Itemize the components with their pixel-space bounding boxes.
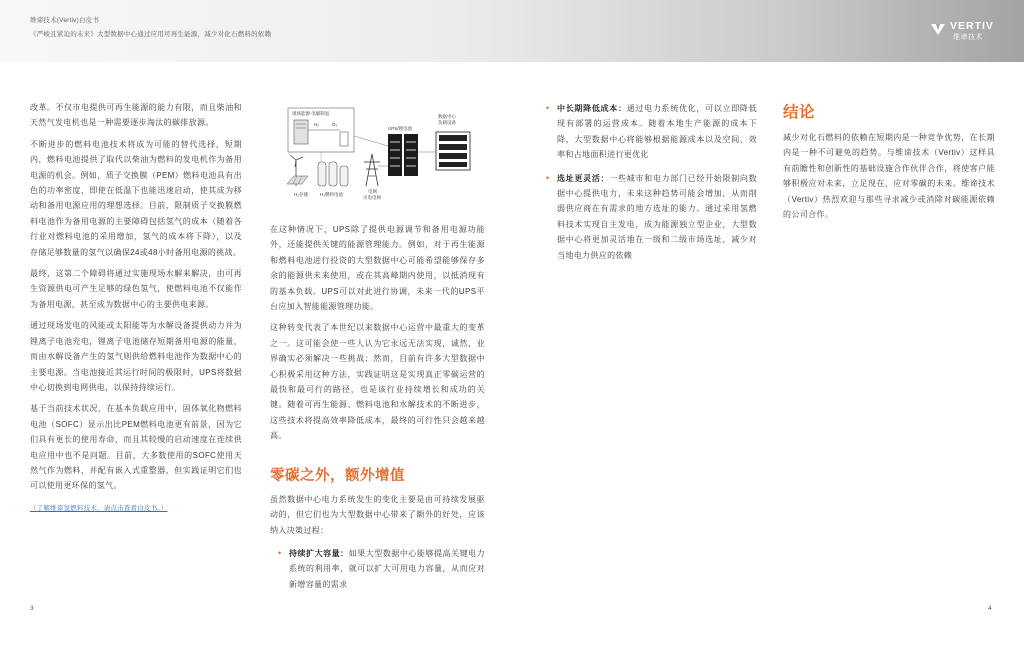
conclusion-heading: 结论 xyxy=(783,104,816,121)
bullet-dot-icon: • xyxy=(546,103,550,113)
page-number-left: 3 xyxy=(30,605,34,612)
list-item xyxy=(545,101,757,163)
hydrogen-power-diagram xyxy=(284,106,474,204)
electrolysis-box xyxy=(288,108,354,152)
data-center-server-icon xyxy=(436,132,470,170)
brand-name-cn: 维谛技术 xyxy=(953,34,983,41)
conclusion-paragraph: 减少对化石燃料的依赖在短期内是一种竞争优势，在长期内是一种不可避免的趋势。与维谛技术（Vertiv）这样具有前瞻性和创新性的基础设施合作伙伴合作，将使客户能够积极应对未来，立足现在，应对零碳的未来。维谛技术（Vertiv）热烈欢迎与那些寻求减少或消除对碳能源依赖的公司合作。 xyxy=(783,133,995,220)
list-item-label: 中长期降低成本： xyxy=(557,104,627,113)
page-header xyxy=(0,0,1024,62)
storage-label: H₂存储 xyxy=(294,192,308,197)
paragraph: 基于当前技术状况，在基本负载应用中，固体氧化物燃料电池（SOFC）显示出比PEM燃料电池更有前景，因为它们具有更长的使用寿命，而且其较慢的启动速度在连续供电应用中也不是问题。目前，大多数使用的SOFC使用天然气作为燃料，并配有嵌入式重整器，但实践证明它们也可以使用更环保的氢气。 xyxy=(30,404,242,491)
page-number-right: 4 xyxy=(988,605,992,612)
electrolysis-label: 现场能源 电解制氢 xyxy=(292,111,330,116)
column-3 xyxy=(545,101,757,271)
list-item-text: 如果大型数据中心能够提高关键电力系统的利用率，就可以扩大可用电力容量，从而应对新增容量的需求 xyxy=(289,548,485,589)
h2-label: H₂ xyxy=(314,122,319,127)
vertiv-logo-icon xyxy=(930,21,946,37)
paragraph: 通过现场发电的风能或太阳能等为水解设备提供动力并为锂离子电池充电，锂离子电池储存短期备用电源的能量，而由水解设备产生的氢气则供给燃料电池作为数据中心的主要电源。当电池接近其运行时间的极限时，UPS将数据中心切换到电网供电，以保持持续运行。 xyxy=(30,321,242,392)
vertiv-logo xyxy=(930,19,1010,45)
brand-name: VERTIV xyxy=(950,20,994,32)
paragraph: 改革。不仅市电提供可再生能源的能力有限，而且柴油和天然气发电机也是一种需要逐步淘汰的碳排放源。 xyxy=(30,103,242,128)
whitepaper-link[interactable]: （了解维谛氢燃料技术，请点击查看白皮书。） xyxy=(30,504,168,512)
hydrogen-tanks-icon xyxy=(318,162,348,186)
list-item-label: 选址更灵活： xyxy=(557,173,610,183)
column-4 xyxy=(783,103,995,228)
list-item-label: 持续扩大容量： xyxy=(289,548,349,558)
data-center-label: 数据中心 xyxy=(438,114,456,119)
paragraph: 最终，这第二个障碍将通过实施现场水解来解决，由可再生资源供电可产生足够的绿色氢气，使燃料电池不仅能作为备用电源，甚至成为数据中心的主要供电来源。 xyxy=(30,269,242,309)
ups-label: UPS/锂电池 xyxy=(388,126,413,131)
ups-battery-racks xyxy=(388,134,418,176)
list-item xyxy=(545,171,757,263)
column-2 xyxy=(270,222,485,600)
paragraph: 这种转变代表了本世纪以来数据中心运营中最重大的变革之一。这可能会使一些人认为它永远无法实现，诚然，业界确实必须解决一些挑战；然而，目前有许多大型数据中心积极采用这种方法，实践证明这是实现真正零碳运营的最快和最可行的路径，也是该行业持续增长和成功的关键。随着可再生能源、燃料电池和水解技术的不断进步，这些技术将提高效率降低成本，最终的可行性只会越来越高。 xyxy=(270,323,485,441)
transmission-tower-icon xyxy=(364,154,380,186)
grid-sublabel: 市电电网 xyxy=(363,195,381,200)
list-item-text: 通过电力系统优化，可以立即降低现有部署的运营成本。随着本地生产能源的成本下降，大型数据中心将能够根据能源成本以及空间、效率和占地面积进行更优化 xyxy=(557,104,757,160)
paragraph: 在这种情况下，UPS除了提供电源调节和备用电源功能外，还能提供关键的能源管理能力。例如，对于再生能源和燃料电池进行投资的大型数据中心可能希望能够保存多余的能源供未来使用，或在其高峰期内使用，以抵消现有的基本负载。UPS可以对此进行协调，未来一代的UPS平台应加入智能能源管理功能。 xyxy=(270,225,485,312)
data-center-sublabel: 负载设备 xyxy=(438,120,456,125)
benefits-list xyxy=(270,546,485,592)
bullet-dot-icon: • xyxy=(546,172,550,183)
section-intro: 虽然数据中心电力系统发生的变化主要是由可持续发展驱动的，但它们也为大型数据中心带来了额外的好处，应该纳入决策过程： xyxy=(270,494,485,535)
o2-label: O₂ xyxy=(332,122,338,127)
column-1 xyxy=(30,100,242,516)
list-item-text: 一些城市和电力部门已经开始限制向数据中心提供电力，未来这种趋势可能会增加，从而削弱供应商在有需求的地方选址的能力。通过采用氢燃料技术实现自主发电，成为能源独立型企业，大型数据中心将更加灵活地在一级和二级市场选址，减少对当地电力供应的依赖 xyxy=(557,173,757,260)
fuel-cell-label: H₂燃料电池 xyxy=(320,192,343,197)
section-heading: 零碳之外，额外增值 xyxy=(270,467,405,484)
paragraph: 不断进步的燃料电池技术将成为可能的替代选择，短期内，燃料电池提供了取代以柴油为燃料的发电机作为备用电源的机会。例如，质子交换膜（PEM）燃料电池具有出色的功率密度，即使在低温下也能迅速启动，使其成为移动和备用电源应用的理想选择。目前，限制质子交换膜燃料电池作为备用电源的主要障碍包括氢气的成本（随着各行业对燃料电池的采用增加，氢气的成本将下降），以及存储足够数量的氢气以确保24或48小时备用电源的挑战。 xyxy=(30,139,242,257)
bullet-dot-icon: • xyxy=(278,547,282,558)
header-doc-type: 维谛技术(Vertiv)白皮书 xyxy=(30,17,100,24)
header-doc-title: 《严峻且紧迫的未来》大型数据中心通过应用可再生能源，减少对化石燃料的依赖 xyxy=(30,31,272,38)
grid-label: 电网 xyxy=(368,189,377,194)
solar-panel-icon xyxy=(287,176,308,184)
list-item xyxy=(277,546,485,592)
